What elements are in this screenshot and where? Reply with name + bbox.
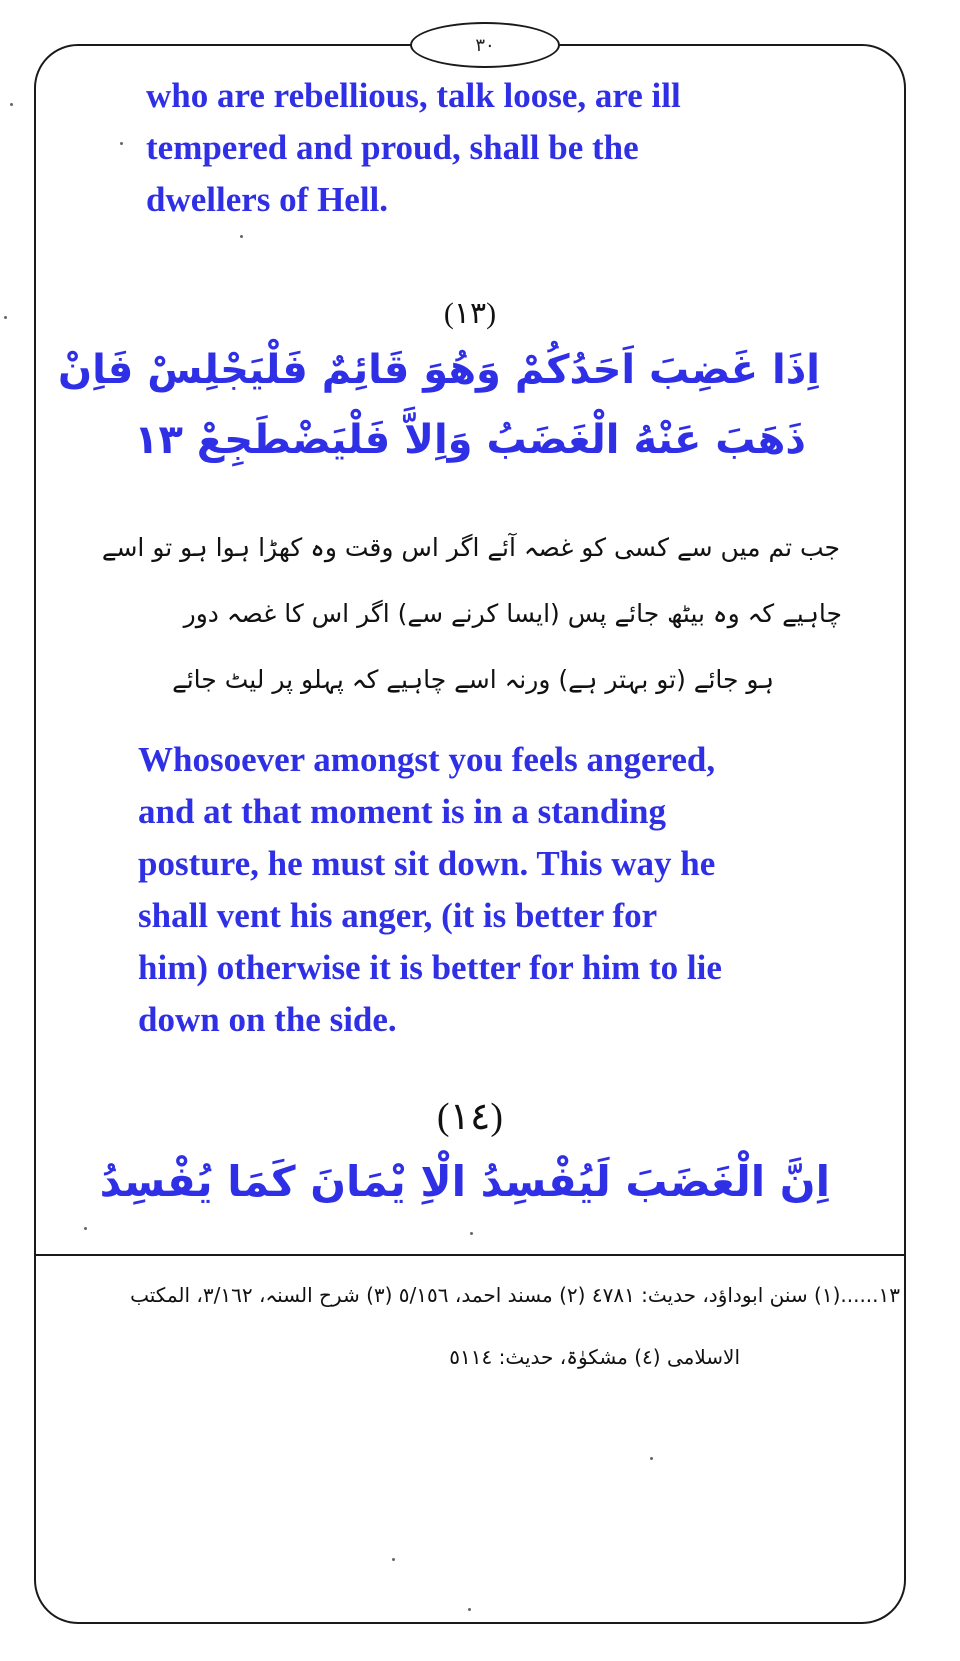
footnote-divider [36,1254,904,1256]
hadith-13-arabic-line: ذَهَبَ عَنْهُ الْغَضَبُ وَاِلاَّ فَلْيَضْطَجِعْ ١٣ [134,417,806,463]
top-paragraph-line: dwellers of Hell. [146,180,389,219]
scan-speck [470,1232,473,1235]
hadith-13-arabic-line: اِذَا غَضِبَ اَحَدُكُمْ وَهُوَ قَائِمٌ فَلْيَجْلِسْ فَاِنْ [57,347,820,393]
hadith-13-english-line: and at that moment is in a standing [138,792,667,831]
hadith-14-number: (١٤) [436,1096,504,1138]
hadith-13-english [138,734,826,1046]
scan-speck [84,1227,87,1230]
top-paragraph [146,70,826,226]
page-number-text: ٣٠ [475,34,495,55]
scan-speck [4,316,7,319]
footnote-line: ١٣......(١) سنن ابوداؤد، حدیث: ٤٧٨١ (٢) مسند احمد، ٥/١٥٦ (٣) شرح السنہ، ٣/١٦٢، المکتب [130,1283,900,1307]
hadith-14-arabic-line: اِنَّ الْغَضَبَ لَيُفْسِدُ الْاِ يْمَانَ كَمَا يُفْسِدُ [99,1157,830,1206]
top-paragraph-line: tempered and proud, shall be the [146,128,639,167]
scan-speck [468,1608,471,1611]
top-paragraph-line: who are rebellious, talk loose, are ill [146,76,681,115]
scan-speck [240,235,243,238]
hadith-13-number: (١٣) [443,297,497,330]
scan-speck [392,1558,395,1561]
hadith-13-english-line: shall vent his anger, (it is better for [138,896,658,935]
footnote-line: الاسلامی (٤) مشکوٰۃ، حدیث: ٥١١٤ [449,1345,740,1369]
hadith-13-english-line: posture, he must sit down. This way he [138,844,716,883]
scan-speck [10,103,13,106]
page-number [410,22,560,68]
hadith-13-english-line: down on the side. [138,1000,397,1039]
hadith-13-urdu-line: چاہیے کہ وہ بیٹھ جائے پس (ایسا کرنے سے) اگر اس کا غصہ دور [183,599,842,628]
hadith-13-english-line: him) otherwise it is better for him to lie [138,948,722,987]
hadith-13-urdu-line: جب تم میں سے کسی کو غصہ آئے اگر اس وقت وہ کھڑا ہوا ہو تو اسے [101,533,840,562]
scan-speck [120,142,123,145]
hadith-13-english-line: Whosoever amongst you feels angered, [138,740,716,779]
hadith-13-urdu-line: ہو جائے (تو بہتر ہے) ورنہ اسے چاہیے کہ پہلو پر لیٹ جائے [172,665,774,694]
scan-speck [650,1457,653,1460]
